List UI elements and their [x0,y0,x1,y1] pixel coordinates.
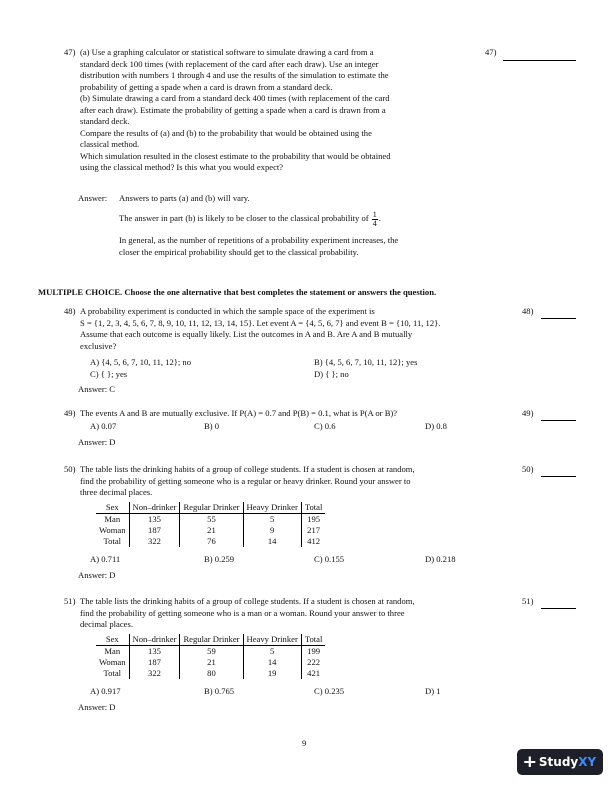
question-47-line-10: Which simulation resulted in the closest estimate to the probability that would be obtained [80,150,391,161]
answer-47-line-1: Answers to parts (a) and (b) will vary. [119,193,250,203]
table-cell: 199 [307,646,321,656]
answer-blank-49[interactable] [541,420,576,421]
table-row [96,514,325,526]
table-cell: 80 [180,668,243,679]
table-cell: 195 [307,514,321,524]
question-51-line-1: The table lists the drinking habits of a group of college students. If a student is chosen at random, [80,596,415,606]
question-47-line-2: standard deck 100 times (with replacement of the card after each draw). Use an integer [80,58,379,69]
question-49-line-1: The events A and B are mutually exclusive. If P(A) = 0.7 and P(B) = 0.1, what is P(A or B)? [80,408,398,418]
table-row [96,657,325,668]
question-50-line-2: find the probability of getting someone who is a regular or heavy drinker. Round your answer to [80,475,411,486]
table-cell: 135 [129,514,180,526]
table-header-cell: Sex [96,502,129,514]
question-50-number: 50) [64,464,76,474]
table-header-cell: Regular Drinker [180,502,243,514]
question-47-line-4: probability of getting a spade when a card is drawn from a standard deck. [80,81,333,92]
answer-blank-50[interactable] [541,476,576,477]
question-47-line-7: standard deck. [80,116,130,126]
table-cell: 135 [129,646,180,658]
fraction-one-quarter: $\frac{1}{4}$ [372,209,377,228]
option-51-b[interactable]: B) 0.765 [204,686,235,696]
table-row [96,668,325,679]
option-51-d[interactable]: D) 1 [425,686,441,696]
question-49-number: 49) [64,408,76,418]
table-cell: 421 [307,668,321,678]
option-50-c[interactable]: C) 0.155 [314,554,345,564]
table-header-cell: Heavy Drinker [243,502,301,514]
answer-blank-48[interactable] [541,318,576,319]
studyxy-logo [517,749,603,775]
table-cell: 322 [129,536,180,547]
option-49-c[interactable]: C) 0.6 [314,421,336,431]
answer-50: Answer: D [78,570,116,580]
option-51-c[interactable]: C) 0.235 [314,686,345,696]
question-47-line-8: Compare the results of (a) and (b) to the probability that would be obtained using the [80,127,372,138]
question-48-number: 48) [64,306,76,316]
option-49-a[interactable]: A) 0.07 [90,421,117,431]
question-51-number: 51) [64,596,76,606]
table-cell: Woman [96,657,129,668]
option-50-d[interactable]: D) 0.218 [425,554,456,564]
table-cell: 76 [180,536,243,547]
table-header-cell: Heavy Drinker [243,634,301,646]
table-cell: Man [96,646,129,658]
page-number: 9 [302,738,307,748]
option-48-a[interactable]: A) {4, 5, 6, 7, 10, 11, 12}; no [90,357,192,367]
table-row [96,536,325,547]
drinking-habits-table-51 [96,634,325,679]
drinking-habits-table-50 [96,502,325,547]
table-row [96,525,325,536]
table-cell: 322 [129,668,180,679]
answer-number-51: 51) [522,596,534,606]
answer-number-49: 49) [522,408,534,418]
table-cell: 5 [243,514,301,526]
option-49-d[interactable]: D) 0.8 [425,421,447,431]
table-header-cell: Regular Drinker [180,634,243,646]
question-50-line-1: The table lists the drinking habits of a group of college students. If a student is chosen at random, [80,464,415,474]
answer-number-47: 47) [485,47,497,57]
table-cell: 217 [307,525,321,535]
answer-47-line-4: closer the empirical probability should get to the classical probability. [119,247,359,257]
table-cell: 9 [243,525,301,536]
table-cell: 55 [180,514,243,526]
table-header-cell: Total [301,502,325,514]
table-cell: Man [96,514,129,526]
table-header-cell: Total [301,634,325,646]
question-48-line-3: Assume that each outcome is equally likely. List the outcomes in A and B. Are A and B mutually [80,329,413,339]
table-header-cell: Non–drinker [129,634,180,646]
table-cell: 14 [243,657,301,668]
question-47-line-11: using the classical method? Is this what you would expect? [80,162,284,172]
table-cell: 412 [307,536,321,546]
table-cell: 5 [243,646,301,658]
table-cell: 59 [180,646,243,658]
answer-blank-51[interactable] [541,608,576,609]
table-header-cell: Sex [96,634,129,646]
option-49-b[interactable]: B) 0 [204,421,220,431]
table-cell: 222 [307,657,321,667]
table-header-cell: Non–drinker [129,502,180,514]
answer-label-47: Answer: [78,193,108,203]
question-47-line-1: (a) Use a graphing calculator or statistical software to simulate drawing a card from a [80,47,374,57]
question-50-line-3: three decimal places. [80,487,153,497]
question-51-line-2: find the probability of getting someone who is a man or a woman. Round your answer to three [80,607,405,618]
answer-48: Answer: C [78,384,115,394]
question-47-line-6: after each draw). Estimate the probability of getting a spade when a card is drawn from a [80,104,386,115]
table-cell: Total [96,668,129,679]
answer-51: Answer: D [78,702,116,712]
section-heading: MULTIPLE CHOICE. Choose the one alternative that best completes the statement or answers the question. [38,287,437,297]
option-50-b[interactable]: B) 0.259 [204,554,235,564]
question-48-line-4: exclusive? [80,340,117,351]
table-cell: Woman [96,525,129,536]
table-cell: 21 [180,525,243,536]
question-47-line-5: (b) Simulate drawing a card from a standard deck 400 times (with replacement of the card [80,93,390,103]
question-48-line-2: S = {1, 2, 3, 4, 5, 6, 7, 8, 9, 10, 11, 12, 13, 14, 15}. Let event A = {4, 5, 6, 7} and event B = {10, 11, 12}. [80,317,441,328]
plus-icon: ➕︎ [523,752,536,771]
option-48-d[interactable]: D) { }; no [314,369,349,379]
table-cell: 187 [129,657,180,668]
answer-47-line-2: The answer in part (b) is likely to be closer to the classical probability of $\frac{1}{4}$ . [119,209,381,228]
table-row [96,646,325,658]
option-48-c[interactable]: C) { }; yes [90,369,128,379]
question-47-line-9: classical method. [80,139,140,149]
answer-number-50: 50) [522,464,534,474]
answer-number-48: 48) [522,306,534,316]
table-cell: 21 [180,657,243,668]
answer-blank-47[interactable] [503,60,576,61]
question-51-line-3: decimal places. [80,619,133,629]
answer-47-line-3: In general, as the number of repetitions of a probability experiment increases, the [119,235,399,245]
answer-49: Answer: D [78,437,116,447]
option-51-a[interactable]: A) 0.917 [90,686,121,696]
table-cell: 187 [129,525,180,536]
question-48-line-1: A probability experiment is conducted in which the sample space of the experiment is [80,306,375,316]
table-cell: 19 [243,668,301,679]
option-50-a[interactable]: A) 0.711 [90,554,121,564]
option-48-b[interactable]: B) {4, 5, 6, 7, 10, 11, 12}; yes [314,357,418,367]
studyxy-logo-text: StudyXY [538,755,597,769]
table-cell: 14 [243,536,301,547]
question-47-number: 47) [64,47,76,57]
table-cell: Total [96,536,129,547]
question-47-line-3: distribution with numbers 1 through 4 and use the results of the simulation to estimate the [80,70,389,80]
